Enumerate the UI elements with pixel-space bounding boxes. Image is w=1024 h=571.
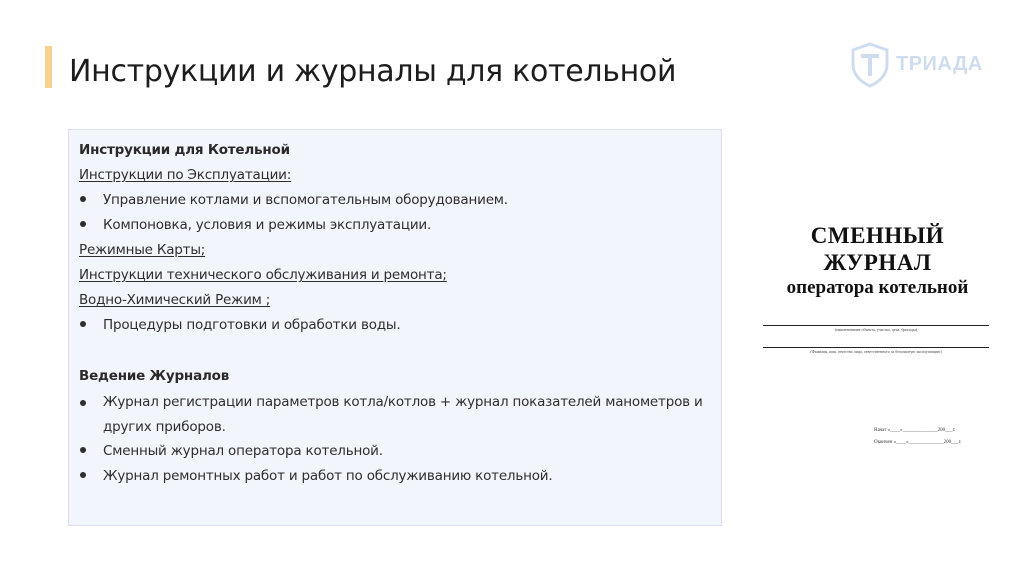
content-list [79, 139, 713, 490]
bullet-icon [80, 447, 86, 453]
bullet-icon [80, 472, 86, 478]
bullet-icon [80, 321, 86, 327]
list-item: Компоновка, условия и режимы эксплуатации. [79, 214, 713, 239]
title-accent-bar [45, 46, 52, 88]
journal-end-date: Окончен «____»______________200___г. [874, 440, 962, 445]
link-regime-cards[interactable]: Режимные Карты; [79, 242, 206, 258]
list-item: Журнал ремонтных работ и работ по обслуживанию котельной. [79, 465, 713, 490]
list-item: Сменный журнал оператора котельной. [79, 440, 713, 465]
journal-title-line1: СМЕННЫЙ [810, 223, 945, 248]
journal-caption-1: (наименование объекта, участка, цеха, бригады) [835, 327, 917, 332]
content-panel [68, 129, 722, 526]
link-maintenance-instructions[interactable]: Инструкции технического обслуживания и ремонта; [79, 267, 447, 283]
list-item: Управление котлами и вспомогательным оборудованием. [79, 189, 713, 214]
journal-start-date: Начат «____»______________200___г. [874, 428, 956, 433]
journal-signature-line-2 [763, 347, 989, 348]
list-item: Процедуры подготовки и обработки воды. [79, 314, 713, 339]
journal-cover-title [755, 222, 1000, 300]
section-heading-journals: Ведение Журналов [79, 368, 230, 384]
journal-title-line2: ЖУРНАЛ [823, 250, 932, 275]
bullet-icon [80, 221, 86, 227]
journal-caption-2: (Фамилия, имя, отчество лица, ответственного за безопасную эксплуатацию) [810, 349, 942, 354]
bullet-icon [80, 400, 86, 406]
bullet-icon [80, 196, 86, 202]
section-heading-instructions: Инструкции для Котельной [79, 142, 290, 158]
shield-icon [850, 42, 890, 88]
link-water-chemistry[interactable]: Водно-Химический Режим ; [79, 292, 271, 308]
list-item: Журнал регистрации параметров котла/котлов + журнал показателей манометров и других приборов. [79, 390, 713, 440]
triada-logo [850, 40, 990, 90]
link-operation-instructions[interactable]: Инструкции по Эксплуатации: [79, 167, 292, 183]
logo-text: ТРИАДА [896, 53, 983, 75]
slide-title: Инструкции и журналы для котельной [69, 54, 677, 89]
journal-title-line3: оператора котельной [786, 277, 969, 298]
journal-signature-line-1 [763, 325, 989, 326]
